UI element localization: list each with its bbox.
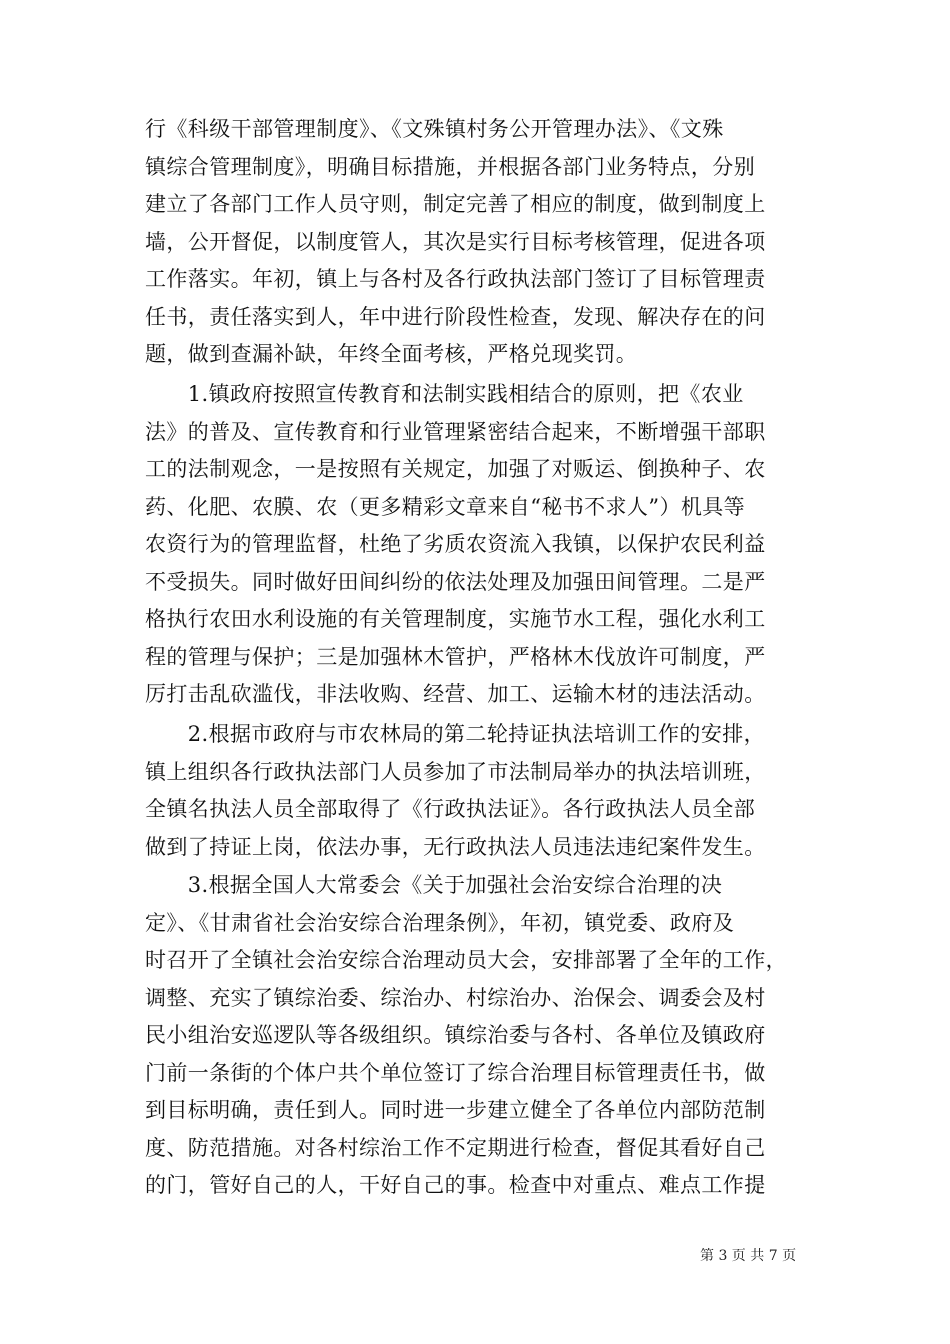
text-line: 药、化肥、农膜、农（更多精彩文章来自“秘书不求人”）机具等 xyxy=(145,494,746,519)
text-line: 民小组治安巡逻队等各级组织。镇综治委与各村、各单位及镇政府 xyxy=(145,1023,766,1047)
text-line: 镇上组织各行政执法部门人员参加了市法制局举办的执法培训班， xyxy=(145,759,766,784)
text-line: 厉打击乱砍滥伐，非法收购、经营、加工、运输木材的违法活动。 xyxy=(145,682,766,706)
text-line: 调整、充实了镇综治委、综治办、村综治办、治保会、调委会及村 xyxy=(145,985,766,1010)
text-line: 墙，公开督促，以制度管人，其次是实行目标考核管理，促进各项 xyxy=(145,229,766,254)
text-line: 度、防范措施。对各村综治工作不定期进行检查，督促其看好自己 xyxy=(145,1135,766,1160)
text-line: 任书，责任落实到人，年中进行阶段性检查，发现、解决存在的问 xyxy=(145,304,766,329)
text-line: 程的管理与保护；三是加强林木管护，严格林木伐放许可制度，严 xyxy=(145,644,766,669)
text-line: 3.根据全国人大常委会《关于加强社会治安综合治理的决 xyxy=(145,873,723,897)
text-line: 到目标明确，责任到人。同时进一步建立健全了各单位内部防范制 xyxy=(145,1098,766,1122)
paragraph-item-1 xyxy=(145,376,825,714)
text-line: 1.镇政府按照宣传教育和法制实践相结合的原则，把《农业 xyxy=(145,382,744,406)
text-line: 镇综合管理制度》，明确目标措施，并根据各部门业务特点，分别 xyxy=(145,154,756,179)
text-line: 建立了各部门工作人员守则，制定完善了相应的制度，做到制度上 xyxy=(145,192,766,216)
text-line: 定》、《甘肃省社会治安综合治理条例》，年初，镇党委、政府及 xyxy=(145,910,735,935)
text-line: 2.根据市政府与市农林局的第二轮持证执法培训工作的安排， xyxy=(145,722,766,746)
text-line: 工作落实。年初，镇上与各村及各行政执法部门签订了目标管理责 xyxy=(145,267,766,291)
text-line: 做到了持证上岗，依法办事，无行政执法人员违法违纪案件发生。 xyxy=(145,834,766,859)
paragraph-item-3 xyxy=(145,867,825,1205)
text-line: 的门，管好自己的人，干好自己的事。检查中对重点、难点工作提 xyxy=(145,1173,766,1197)
text-line: 门前一条街的个体户共个单位签订了综合治理目标管理责任书，做 xyxy=(145,1060,766,1085)
text-line: 格执行农田水利设施的有关管理制度，实施节水工程，强化水利工 xyxy=(145,607,766,631)
paragraph-regulations xyxy=(145,111,825,374)
text-line: 全镇名执法人员全部取得了《行政执法证》。各行政执法人员全部 xyxy=(145,797,756,821)
text-line: 工的法制观念，一是按照有关规定，加强了对贩运、倒换种子、农 xyxy=(145,457,766,481)
text-line: 题，做到查漏补缺，年终全面考核，严格兑现奖罚。 xyxy=(145,342,638,366)
paragraph-item-2 xyxy=(145,716,825,866)
text-line: 法》的普及、宣传教育和行业管理紧密结合起来，不断增强干部职 xyxy=(145,419,766,444)
text-line: 农资行为的管理监督，杜绝了劣质农资流入我镇，以保护农民利益 xyxy=(145,532,766,556)
page-number: 第 3 页 共 7 页 xyxy=(700,1248,797,1264)
text-line: 时召开了全镇社会治安综合治理动员大会，安排部署了全年的工作， xyxy=(145,948,787,972)
text-line: 行《科级干部管理制度》、《文殊镇村务公开管理办法》、《文殊 xyxy=(145,117,724,141)
text-line: 不受损失。同时做好田间纠纷的依法处理及加强田间管理。二是严 xyxy=(145,569,766,594)
